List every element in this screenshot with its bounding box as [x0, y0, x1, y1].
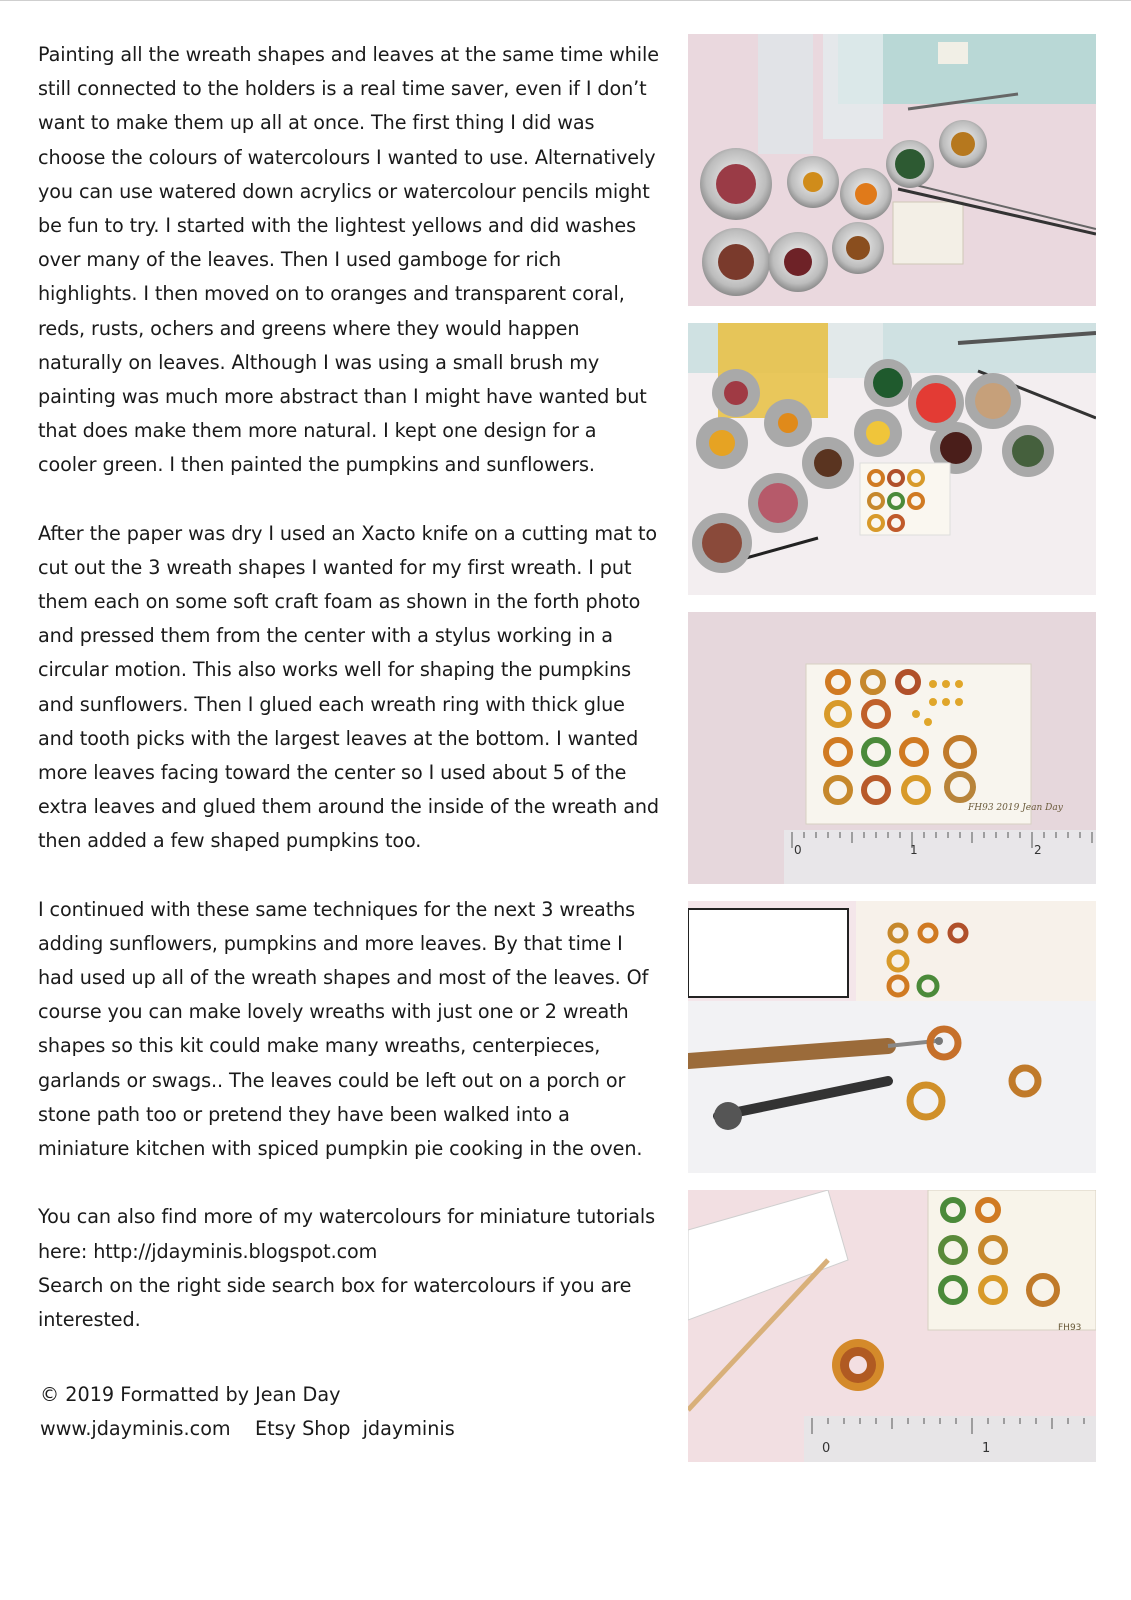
tutorial-text [38, 38, 660, 1337]
photo-column [688, 34, 1096, 1479]
ruler-label-1: 1 [910, 843, 918, 857]
copyright-line: © 2019 Formatted by Jean Day [40, 1383, 341, 1406]
ruler-label-2: 2 [1034, 843, 1042, 857]
footer [40, 1378, 455, 1446]
ruler-label-0: 0 [794, 843, 802, 857]
photo-wreath-sheet-ruler [688, 612, 1096, 884]
closing-line-search: Search on the right side search box for watercolours if you are interested. [38, 1273, 632, 1331]
paragraph-painting: Painting all the wreath shapes and leaves at the same time while still connected to the holders is a real time saver, even if I don’t want to make them up all at once. The first thing I did was choose the colours of watercolours I wanted to use. Alternatively you can use watered down acrylics or watercolour pencils might be fun to try. I started with the lightest yellows and did washes over many of the leaves. Then I used gamboge for rich highlights. I then moved on to oranges and transparent coral, reds, rusts, ochers and greens where they would happen naturally on leaves. Although I was using a small brush my painting was much more abstract than I might have wanted but that does make them more natural. I kept one design for a cooler green. I then painted the pumpkins and sunflowers. [38, 43, 659, 477]
ruler-label-0b: 0 [822, 1441, 831, 1456]
photo-painted-sheet [688, 323, 1096, 595]
sheet-caption-short: FH93 [1058, 1323, 1082, 1333]
paragraph-continued: I continued with these same techniques for the next 3 wreaths adding sunflowers, pumpkins and more leaves. By that time I had used up all of the wreath shapes and most of the leaves. Of course you can make lovely wreaths with just one or 2 wreath shapes so this kit could make many wreaths, centerpieces, garlands or swags.. The leaves could be left out on a porch or stone path too or pretend they have been walked into a miniature kitchen with spiced pumpkin pie cooking in the oven. [38, 897, 649, 1161]
top-rule [0, 0, 1131, 1]
closing-line-link: You can also find more of my watercolours for miniature tutorials here: http://jdayminis.blogspot.com [38, 1205, 656, 1263]
ruler-label-1b: 1 [982, 1441, 991, 1456]
paragraph-closing [38, 1200, 660, 1337]
photo-finished-wreath [688, 1190, 1096, 1462]
paragraph-cutting: After the paper was dry I used an Xacto knife on a cutting mat to cut out the 3 wreath shapes I wanted for my first wreath. I put them each on some soft craft foam as shown in the forth photo and pressed them from the center with a stylus working in a circular motion. This also works well for shaping the pumpkins and sunflowers. Then I glued each wreath ring with thick glue and tooth picks with the largest leaves at the bottom. I wanted more leaves facing toward the center so I used about 5 of the extra leaves and glued them around the inside of the wreath and then added a few shaped pumpkins too. [38, 521, 660, 853]
sheet-caption-text: FH93 2019 Jean Day [968, 803, 1063, 813]
footer-links: www.jdayminis.com Etsy Shop jdayminis [40, 1417, 455, 1441]
photo-paint-pans [688, 34, 1096, 306]
photo-stylus-foam [688, 901, 1096, 1173]
